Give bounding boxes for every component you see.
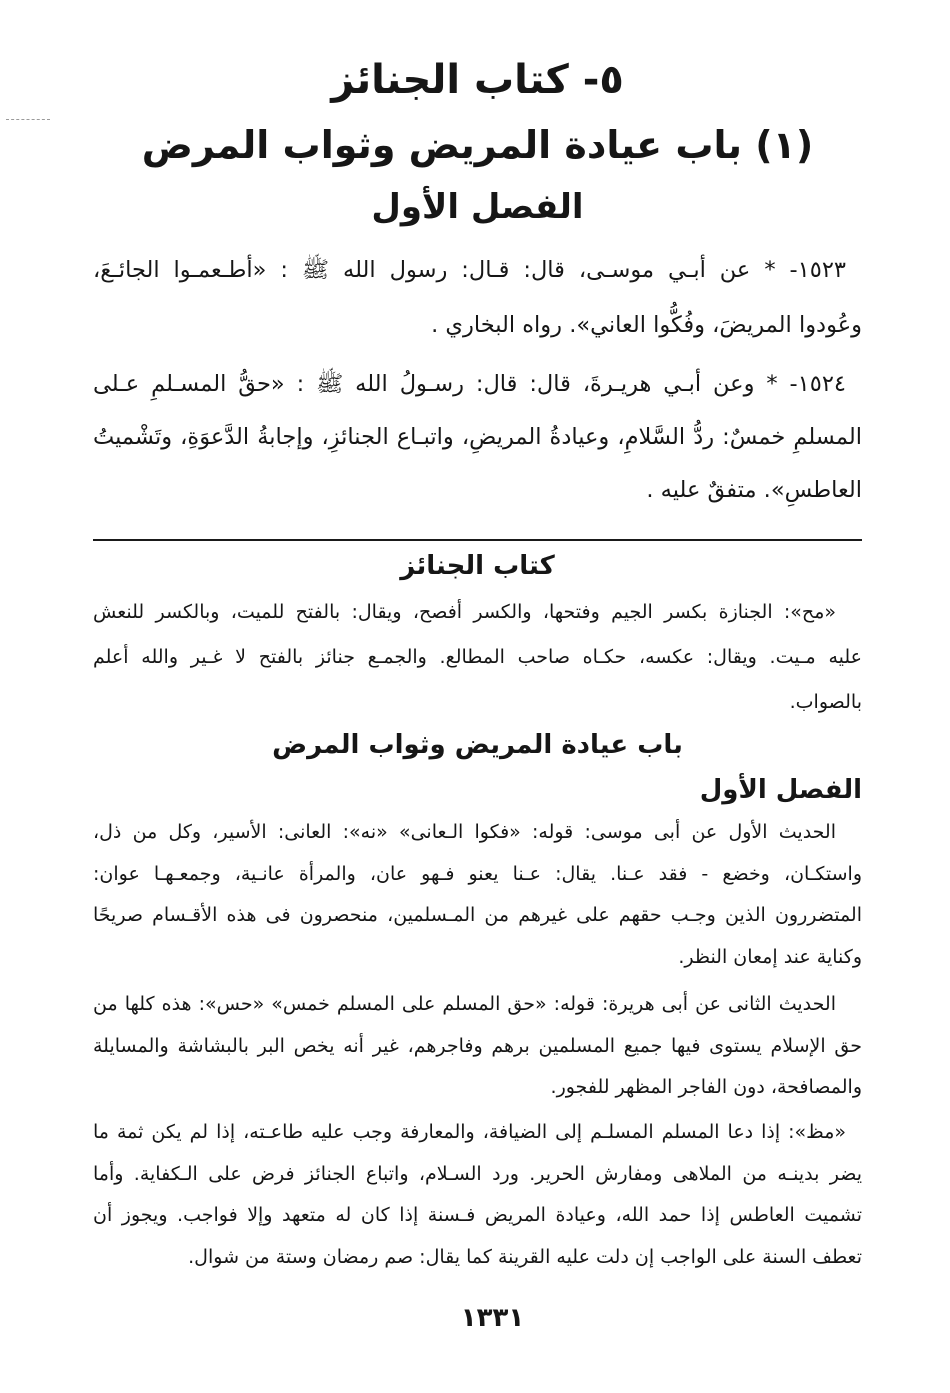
hadith-1523	[93, 243, 862, 353]
commentary-line: والمصافحة، دون الفاجر المظهر للفجور.	[550, 1076, 862, 1098]
commentary-intro	[93, 590, 862, 725]
commentary-line: وكناية عند إمعان النظر.	[678, 945, 862, 968]
commentary-line: حق الإسلام يستوى فيها جميع المسلمين برهم وفاجرهم، غير أنه يخص البر بالبشاشة والمسايلة	[93, 1034, 862, 1057]
commentary-line: واستكـان، وخضع - فقد عـنا. يقال: عـنا يعنو فـهو عان، والمرأة عانـية، وجمعـهـا عوان:	[93, 862, 862, 885]
commentary-paragraph	[93, 984, 862, 1109]
section-title: الفصل الأول	[371, 187, 584, 227]
commentary-line: عليه مـيت. ويقال: عكسه، حكـاه صاحب المطالع. والجمـع جنائز بالفتح لا غـير والله أعلم	[93, 646, 862, 668]
hadith-1524	[93, 358, 862, 517]
commentary-book-heading: كتاب الجنائز	[400, 551, 555, 581]
hadith-line: وعُودوا المريضَ، وفُكُّوا العاني». رواه البخاري .	[431, 312, 862, 338]
commentary-line: «مظ»: إذا دعا المسلم المسلـم إلى الضيافة، والمعارفة وجب عليه طاعـته، إذا لم يكن ثمة ما	[93, 1121, 846, 1143]
commentary-line: المتضررون الذين وجـب حقهم على غيرهم من المـسلمين، منحصرون فى هذه الأقـسام صريحًا	[93, 904, 862, 926]
margin-mark	[6, 119, 50, 120]
book-title: ٥- كتاب الجنائز	[331, 57, 624, 103]
commentary-line: «مح»: الجنازة بكسر الجيم وفتحها، والكسر أفصح، ويقال: بالفتح للميت، وبالكسر للنعش	[93, 601, 836, 623]
commentary-line: تعطف السنة على الواجب إن دلت عليه القرينة كما يقال: صم رمضان وستة من شوال.	[188, 1245, 862, 1268]
section-divider	[93, 539, 862, 541]
commentary-chapter-heading: باب عيادة المريض وثواب المرض	[272, 730, 683, 760]
commentary-paragraph	[93, 1112, 862, 1278]
commentary-line: الحديث الأول عن أبى موسى: قوله: «فكوا الـعانى» «نه»: العانى: الأسير، وكل من ذل،	[93, 821, 836, 843]
commentary-line: بالصواب.	[789, 691, 862, 713]
commentary-line: تشميت العاطس إذا حمد الله، وعيادة المريض فـسنة إذا كان له متعهد وإلا فواجب. ويجوز أن	[93, 1204, 862, 1226]
chapter-title: (١) باب عيادة المريض وثواب المرض	[141, 123, 814, 167]
page-number: ١٣٣١	[460, 1303, 525, 1333]
commentary-line: يضر بدينـه من الملاهى ومفارش الحرير. ورد السـلام، واتباع الجنائز فرض على الـكفاية. وأما	[93, 1162, 862, 1185]
commentary-section-heading: الفصل الأول	[699, 775, 862, 805]
hadith-line: المسلمِ خمسٌ: ردُّ السَّلامِ، وعيادةُ المريضِ، واتبـاع الجنائزِ، وإجابةُ الدَّعوَةِ، وتَشْميتُ	[93, 424, 862, 450]
hadith-line: العاطسِ». متفقٌ عليه .	[646, 477, 862, 503]
hadith-line: ١٥٢٤- * وعن أبـي هريـرةَ، قال: قال: رسـولُ الله ﷺ : «حقُّ المسـلمِ عـلى	[93, 371, 846, 397]
commentary-line: الحديث الثانى عن أبى هريرة: قوله: «حق المسلم على المسلم خمس» «حس»: هذه كلها من	[93, 993, 836, 1015]
hadith-line: ١٥٢٣- * عن أبـي موسـى، قال: قـال: رسول الله ﷺ : «أطـعمـوا الجائـعَ،	[93, 257, 846, 283]
commentary-paragraph	[93, 812, 862, 978]
